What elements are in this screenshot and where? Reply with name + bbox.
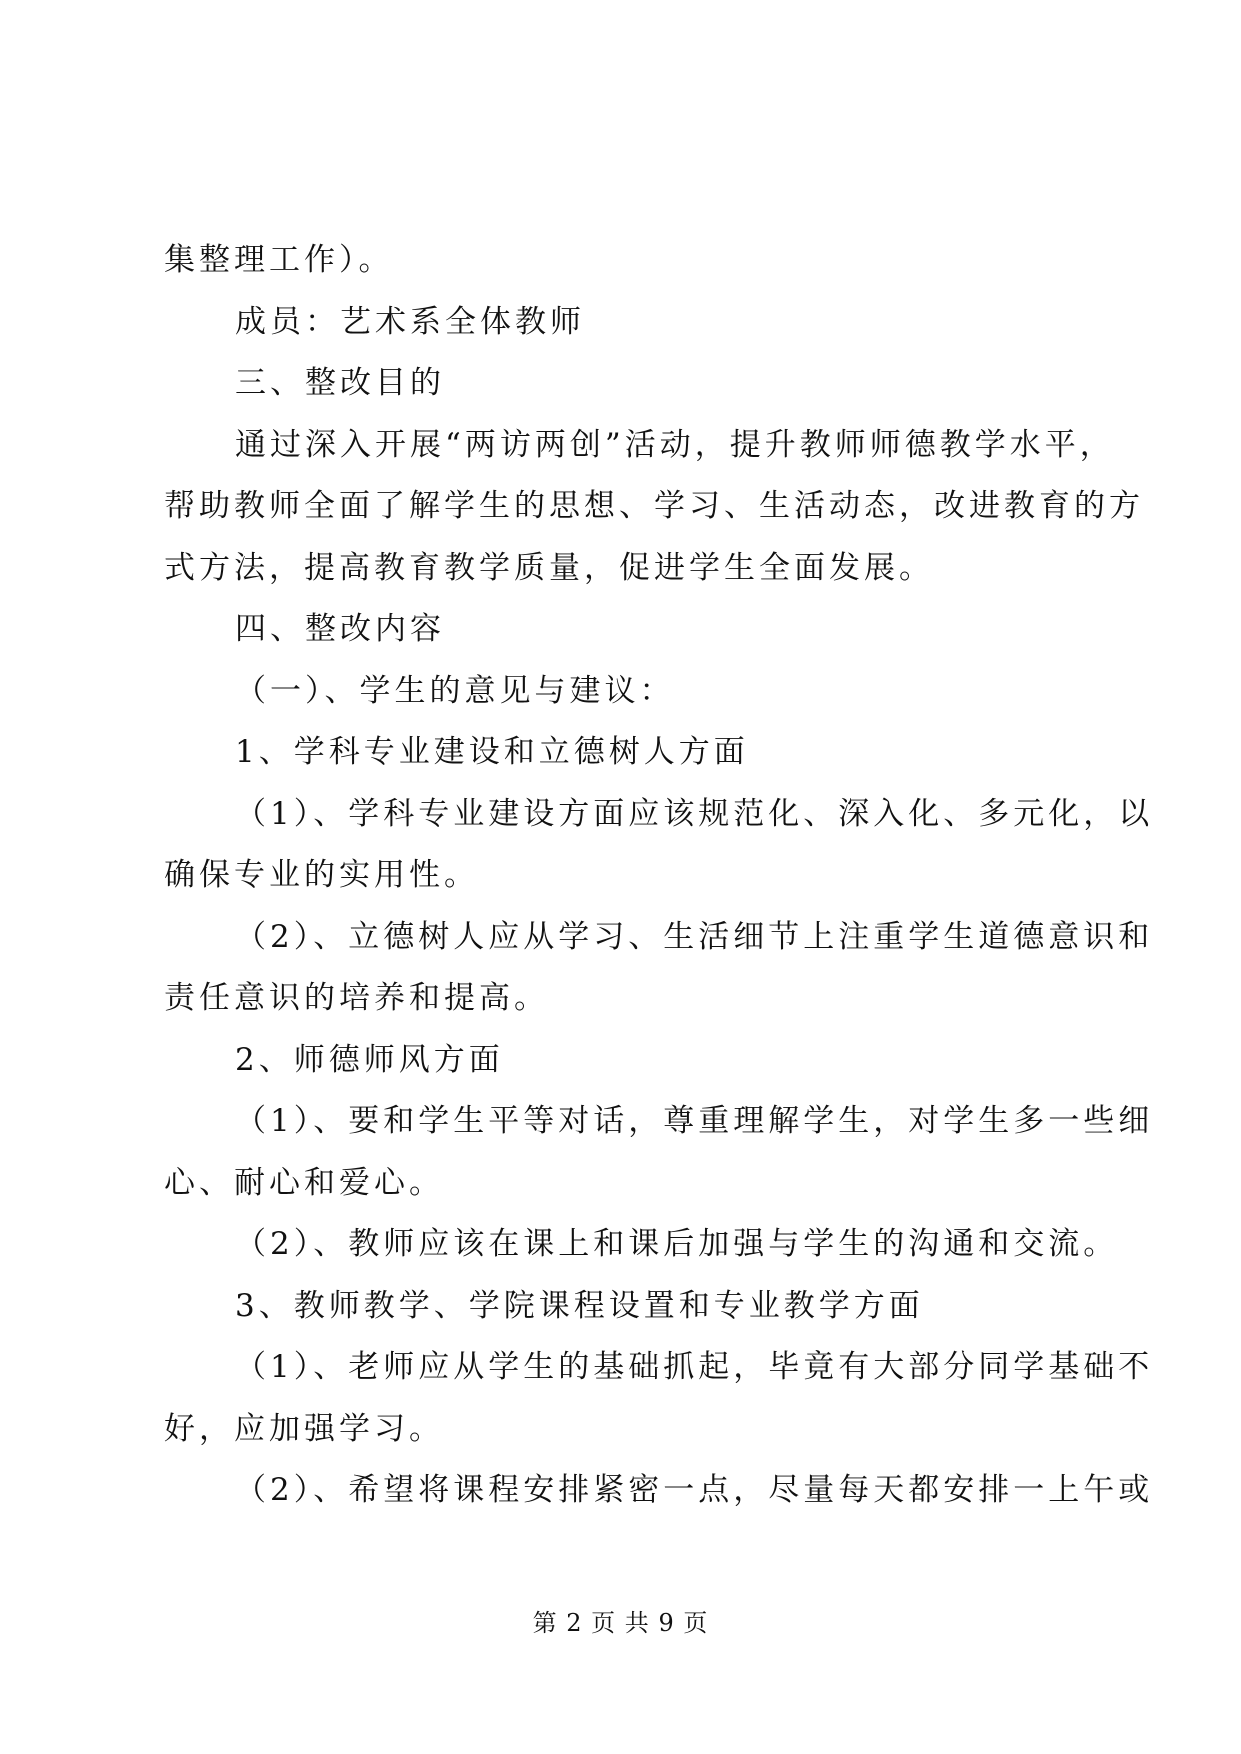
body-text [164, 230, 1154, 1522]
text-line: （2）、立德树人应从学习、生活细节上注重学生道德意识和 [235, 918, 1154, 955]
text-line: （1）、学科专业建设方面应该规范化、深入化、多元化，以 [235, 795, 1154, 832]
text-line: 帮助教师全面了解学生的思想、学习、生活动态，改进教育的方 [164, 488, 1144, 524]
page-footer: 第 2 页 共 9 页 [532, 1609, 709, 1637]
text-line: （1）、老师应从学生的基础抓起，毕竟有大部分同学基础不 [235, 1349, 1154, 1385]
text-line: （一）、学生的意见与建议： [235, 672, 675, 709]
text-line: 三、整改目的 [235, 365, 445, 401]
text-line: 式方法，提高教育教学质量，促进学生全面发展。 [164, 549, 934, 586]
text-line: 集整理工作）。 [164, 242, 394, 278]
text-line: 1、学科专业建设和立德树人方面 [235, 734, 749, 770]
text-line: （2）、教师应该在课上和课后加强与学生的沟通和交流。 [235, 1226, 1119, 1262]
text-line: 3、教师教学、学院课程设置和专业教学方面 [235, 1287, 924, 1324]
text-line: 四、整改内容 [235, 611, 445, 647]
text-line: 成员：艺术系全体教师 [235, 303, 585, 340]
text-line: 责任意识的培养和提高。 [164, 980, 549, 1016]
text-line: 确保专业的实用性。 [164, 857, 479, 893]
text-line: （2）、希望将课程安排紧密一点，尽量每天都安排一上午或 [235, 1472, 1154, 1508]
text-line: 2、师德师风方面 [235, 1041, 504, 1078]
text-line: 心、耐心和爱心。 [164, 1164, 444, 1201]
text-line: （1）、要和学生平等对话，尊重理解学生，对学生多一些细 [235, 1103, 1154, 1139]
text-line: 好，应加强学习。 [164, 1410, 444, 1447]
text-line: 通过深入开展“两访两创”活动，提升教师师德教学水平， [235, 426, 1115, 463]
